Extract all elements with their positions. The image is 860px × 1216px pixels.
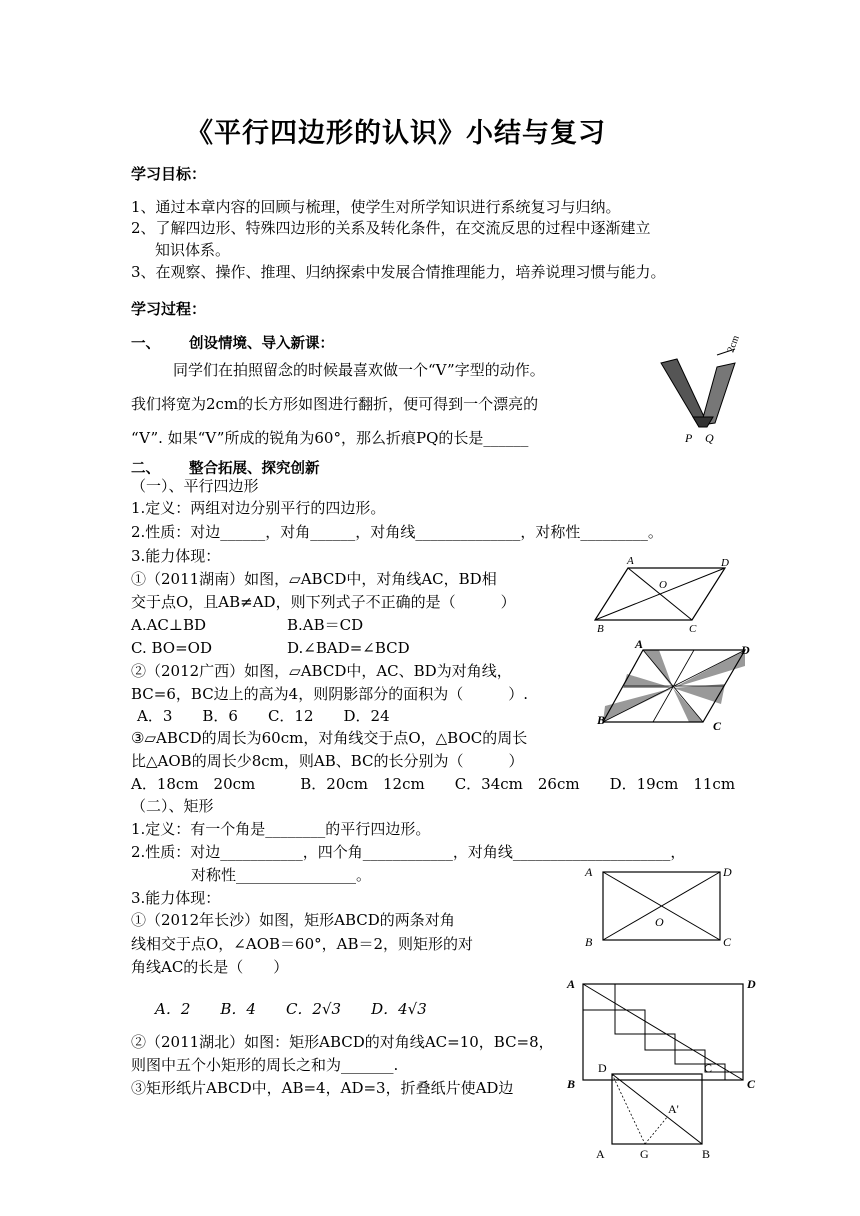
r-label-a: A xyxy=(585,865,593,879)
s-label-a: A xyxy=(567,977,576,991)
goal-3: 3、在观察、操作、推理、归纳探索中发展合情推理能力，培养说理习惯与能力。 xyxy=(131,263,666,281)
q1-option-b: B.AB＝CD xyxy=(287,616,364,634)
v-angle-label: 60° xyxy=(689,374,705,386)
sub2-ability: 3.能力体现： xyxy=(131,889,221,907)
part2-title: 整合拓展、探究创新 xyxy=(189,461,320,477)
fold-line-dg xyxy=(612,1074,645,1144)
fold-diagonal xyxy=(612,1074,702,1144)
r1-line-1: ①（2012年长沙）如图，矩形ABCD的两条对角 xyxy=(131,911,455,929)
sub1-title: （一）、平行四边形 xyxy=(131,477,259,495)
sub2-title: （二）、矩形 xyxy=(131,797,214,815)
sub2-definition: 1.定义：有一个角是________的平行四边形。 xyxy=(131,820,431,838)
label-c: C xyxy=(689,623,697,635)
part1-line-2: 我们将宽为2cm的长方形如图进行翻折，便可得到一个漂亮的 xyxy=(131,395,539,413)
q3-line-1: ③▱ABCD的周长为60cm，对角线交于点O，△BOC的周长 xyxy=(131,729,528,747)
sub1-property: 2.性质：对边______，对角______，对角线______________，对称性_________。 xyxy=(131,523,663,541)
part1-number: 一、 xyxy=(131,336,160,352)
q1-option-d: D.∠BAD=∠BCD xyxy=(287,639,410,657)
label-a2: A xyxy=(635,637,644,651)
fold-line-ga xyxy=(645,1116,668,1144)
goal-2-cont: 知识体系。 xyxy=(155,241,231,259)
r2-line-1: ②（2011湖北）如图：矩形ABCD的对角线AC=10，BC=8， xyxy=(131,1033,554,1051)
q1-line-2: 交于点O，且AB≠AD，则下列式子不正确的是（ ） xyxy=(131,593,516,611)
part1-line-1: 同学们在拍照留念的时候最喜欢做一个“V”字型的动作。 xyxy=(173,361,545,379)
v-shape-figure xyxy=(655,334,765,445)
s-label-b: B xyxy=(567,1077,576,1091)
f-label-g: G xyxy=(640,1147,649,1161)
q3-line-2: 比△AOB的周长少8cm，则AB、BC的长分别为（ ） xyxy=(131,752,524,770)
q2-line-2: BC=6，BC边上的高为4，则阴影部分的面积为（ ）. xyxy=(131,685,528,703)
f-label-c: C xyxy=(704,1061,713,1075)
part2-number: 二、 xyxy=(131,461,160,477)
goals-heading: 学习目标： xyxy=(131,165,207,183)
q1-line-1: ①（2011湖南）如图，▱ABCD中，对角线AC，BD相 xyxy=(131,570,497,588)
r2-line-2: 则图中五个小矩形的周长之和为_______. xyxy=(131,1056,399,1074)
page-title: 《平行四边形的认识》小结与复习 xyxy=(186,118,606,149)
sub2-property-cont: 对称性________________。 xyxy=(191,866,372,884)
diagonal-bd xyxy=(595,568,725,620)
process-heading: 学习过程： xyxy=(131,300,207,318)
rectangle-figure-3 xyxy=(590,1060,740,1160)
sub2-property: 2.性质：对边___________，四个角____________，对角线_____________________， xyxy=(131,843,686,861)
label-d2: D xyxy=(741,643,750,657)
label-o: O xyxy=(659,579,667,591)
label-a: A xyxy=(627,555,634,567)
f-label-a-prime: A' xyxy=(668,1102,679,1116)
v-width-label: 2cm xyxy=(725,334,742,355)
v-right-strip xyxy=(701,363,735,425)
label-d: D xyxy=(721,557,729,569)
goal-1: 1、通过本章内容的回顾与梳理，使学生对所学知识进行系统复习与归纳。 xyxy=(131,198,621,216)
r-label-c: C xyxy=(723,935,732,949)
rectangle-figure-1 xyxy=(583,862,733,952)
q3-options: A．18cm 20cm B．20cm 12cm C．34cm 26cm D．19cm 11cm xyxy=(131,775,736,793)
r1-options: A．2 B．4 C．2√3 D．4√3 xyxy=(155,1000,427,1018)
part1-title: 创设情境、导入新课： xyxy=(189,336,334,352)
r-label-d: D xyxy=(723,865,732,879)
f-label-b: B xyxy=(702,1147,711,1161)
label-b: B xyxy=(597,623,604,635)
r1-line-3: 角线AC的长是（ ） xyxy=(131,958,289,976)
v-p-label: P xyxy=(685,431,693,445)
v-fold xyxy=(693,417,713,427)
q1-option-c: C. BO=OD xyxy=(131,639,212,657)
f-label-d: D xyxy=(598,1061,607,1075)
parallelogram-figure-1 xyxy=(595,555,745,635)
s-label-c: C xyxy=(747,1077,756,1091)
label-c2: C xyxy=(713,719,722,733)
q1-option-a: A.AC⊥BD xyxy=(131,616,207,634)
q2-options: A．3 B．6 C．12 D．24 xyxy=(137,707,390,725)
goal-2: 2、了解四边形、特殊四边形的关系及转化条件，在交流反思的过程中逐渐建立 xyxy=(131,219,651,237)
f-label-a: A xyxy=(596,1147,605,1161)
r-label-o: O xyxy=(655,915,664,929)
part1-line-3: “V”. 如果“V”所成的锐角为60°，那么折痕PQ的长是______ xyxy=(131,429,529,447)
sub1-definition: 1.定义：两组对边分别平行的四边形。 xyxy=(131,499,386,517)
sub1-ability: 3.能力体现： xyxy=(131,547,221,565)
r1-line-2: 线相交于点O，∠AOB＝60°，AB＝2，则矩形的对 xyxy=(131,935,474,953)
r3-line-1: ③矩形纸片ABCD中，AB=4，AD=3，折叠纸片使AD边 xyxy=(131,1079,514,1097)
v-q-label: Q xyxy=(705,431,714,445)
parallelogram-figure-2 xyxy=(595,638,755,738)
q2-line-1: ②（2012广西）如图，▱ABCD中，AC、BD为对角线， xyxy=(131,662,512,680)
label-b2: B xyxy=(597,713,606,727)
s-label-d: D xyxy=(747,977,756,991)
r-label-b: B xyxy=(585,935,593,949)
